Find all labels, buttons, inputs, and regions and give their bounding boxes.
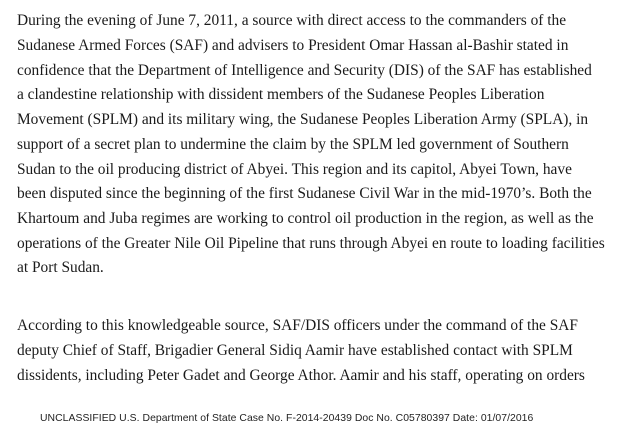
paragraph-1-line-3: confidence that the Department of Intelligence and Security (DIS) of the SAF has established	[17, 62, 592, 79]
paragraph-1-line-6: support of a secret plan to undermine the claim by the SPLM led government of Southern	[17, 136, 569, 153]
paragraph-1-line-9: Khartoum and Juba regimes are working to control oil production in the region, as well as the	[17, 210, 594, 227]
paragraph-2-line-3: dissidents, including Peter Gadet and George Athor. Aamir and his staff, operating on orders	[17, 367, 585, 384]
paragraph-1-line-10: operations of the Greater Nile Oil Pipeline that runs through Abyei en route to loading facilities	[17, 235, 605, 252]
paragraph-2-line-1: According to this knowledgeable source, SAF/DIS officers under the command of the SAF	[17, 317, 578, 334]
paragraph-1-line-2: Sudanese Armed Forces (SAF) and advisers to President Omar Hassan al-Bashir stated in	[17, 37, 569, 54]
classification-footer: UNCLASSIFIED U.S. Department of State Case No. F-2014-20439 Doc No. C05780397 Date: 01/07/2016	[40, 413, 534, 424]
paragraph-1-line-8: been disputed since the beginning of the first Sudanese Civil War in the mid-1970’s. Both the	[17, 185, 592, 202]
paragraph-1-line-11: at Port Sudan.	[17, 259, 104, 276]
paragraph-1-line-4: a clandestine relationship with dissident members of the Sudanese Peoples Liberation	[17, 86, 545, 103]
paragraph-1-line-5: Movement (SPLM) and its military wing, the Sudanese Peoples Liberation Army (SPLA), in	[17, 111, 589, 128]
paragraph-1-line-7: Sudan to the oil producing district of Abyei. This region and its capitol, Abyei Town, have	[17, 161, 572, 178]
paragraph-1-line-1: During the evening of June 7, 2011, a source with direct access to the commanders of the	[17, 12, 567, 29]
paragraph-2-line-2: deputy Chief of Staff, Brigadier General Sidiq Aamir have established contact with SPLM	[17, 342, 573, 359]
